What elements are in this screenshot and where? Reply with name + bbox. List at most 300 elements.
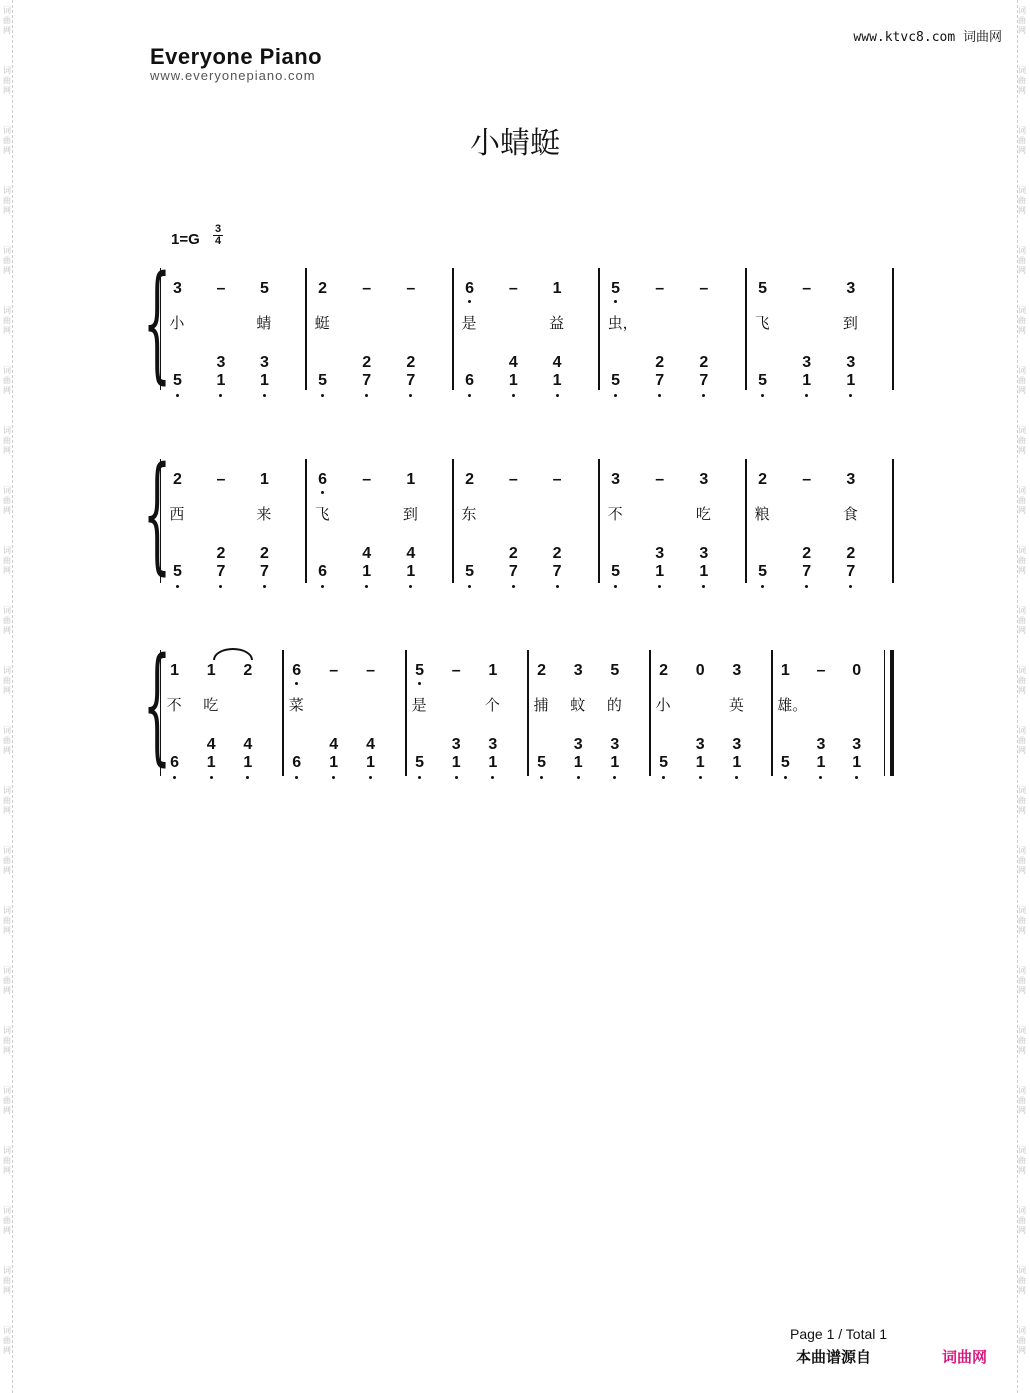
melody-note: –	[802, 471, 812, 488]
bass-note: 1	[552, 372, 562, 389]
octave-dot	[210, 776, 213, 779]
watermark-glyph: 曲	[1018, 1216, 1026, 1225]
watermark-glyph: 网	[1018, 986, 1026, 995]
lyric: 到	[402, 505, 418, 523]
watermark-glyph: 网	[3, 266, 11, 275]
octave-dot	[369, 776, 372, 779]
watermark-glyph: 词	[1018, 606, 1026, 615]
watermark-glyph: 网	[3, 686, 11, 695]
bass-note: 1	[366, 754, 375, 771]
watermark-glyph: 网	[1018, 266, 1026, 275]
bass-note: 2	[216, 545, 226, 562]
melody-note: 1	[488, 662, 498, 679]
watermark-glyph: 曲	[1018, 676, 1026, 685]
bass-note: 2	[846, 545, 856, 562]
watermark-glyph: 网	[3, 86, 11, 95]
barline	[890, 650, 894, 776]
bass-note: 3	[695, 736, 705, 753]
lyric: 蜓	[314, 314, 330, 332]
time-signature-top: 3	[214, 223, 222, 235]
bass-note: 5	[780, 754, 790, 771]
melody-note: –	[655, 280, 665, 297]
watermark-glyph: 曲	[1018, 1096, 1026, 1105]
octave-dot	[556, 585, 559, 588]
octave-dot	[556, 394, 559, 397]
watermark-glyph: 词	[1018, 1266, 1026, 1275]
barline	[771, 650, 773, 776]
watermark-glyph: 曲	[1018, 1156, 1026, 1165]
bass-note: 3	[802, 354, 812, 371]
bass-note: 3	[655, 545, 665, 562]
melody-note: 2	[537, 662, 547, 679]
melody-note: –	[366, 662, 375, 679]
bass-note: 7	[508, 563, 518, 580]
octave-dot	[321, 394, 324, 397]
octave-dot	[735, 776, 738, 779]
melody-note: 5	[610, 662, 620, 679]
barline	[305, 459, 307, 583]
bass-note: 3	[451, 736, 461, 753]
watermark-glyph: 网	[1018, 746, 1026, 755]
octave-dot	[855, 776, 858, 779]
watermark-glyph: 曲	[1018, 376, 1026, 385]
bass-note: 7	[802, 563, 812, 580]
watermark-glyph: 词	[3, 186, 11, 195]
melody-note: 3	[172, 280, 182, 297]
watermark-glyph: 词	[3, 66, 11, 75]
watermark-glyph: 词	[1018, 726, 1026, 735]
bass-note: 1	[329, 754, 339, 771]
lyric: 小	[655, 696, 671, 714]
watermark-glyph: 曲	[1018, 856, 1026, 865]
melody-note: –	[362, 280, 372, 297]
lyric: 个	[484, 696, 500, 714]
time-signature	[213, 224, 223, 247]
melody-note: 2	[659, 662, 669, 679]
watermark-glyph: 网	[3, 1046, 11, 1055]
lyric: 不	[166, 696, 182, 714]
watermark-glyph: 网	[1018, 26, 1026, 35]
bass-note: 3	[573, 736, 583, 753]
octave-dot	[173, 776, 176, 779]
bass-note: 1	[732, 754, 742, 771]
watermark-glyph: 网	[3, 326, 11, 335]
watermark-glyph: 网	[1018, 1166, 1026, 1175]
melody-note: 2	[465, 471, 474, 488]
octave-dot	[219, 585, 222, 588]
watermark-glyph: 词	[3, 306, 11, 315]
bass-note: 5	[659, 754, 669, 771]
watermark-glyph: 曲	[1018, 496, 1026, 505]
bass-note: 6	[170, 754, 180, 771]
melody-note: 0	[695, 662, 705, 679]
watermark-glyph: 网	[1018, 1286, 1026, 1295]
watermark-glyph: 网	[1018, 1346, 1026, 1355]
melody-note: –	[552, 471, 562, 488]
bass-note: 6	[465, 372, 474, 389]
barline	[452, 268, 454, 390]
watermark-glyph: 词	[1018, 846, 1026, 855]
melody-note: 5	[758, 280, 768, 297]
octave-dot	[321, 491, 324, 494]
watermark-glyph: 词	[3, 126, 11, 135]
watermark-glyph: 网	[1018, 506, 1026, 515]
melody-note: 3	[573, 662, 583, 679]
watermark-glyph: 词	[1018, 186, 1026, 195]
lyric: 是	[461, 314, 477, 332]
bass-note: 7	[655, 372, 665, 389]
bass-note: 1	[610, 754, 620, 771]
octave-dot	[263, 394, 266, 397]
watermark-glyph: 网	[1018, 326, 1026, 335]
watermark-glyph: 词	[3, 1086, 11, 1095]
bass-note: 5	[415, 754, 425, 771]
barline	[452, 459, 454, 583]
watermark-glyph: 网	[1018, 1226, 1026, 1235]
bass-note: 4	[206, 736, 216, 753]
watermark-glyph: 曲	[3, 796, 11, 805]
watermark-glyph: 词	[1018, 1146, 1026, 1155]
watermark-glyph: 词	[3, 246, 11, 255]
octave-dot	[263, 585, 266, 588]
watermark-glyph: 词	[1018, 1206, 1026, 1215]
watermark-glyph: 曲	[3, 736, 11, 745]
watermark-glyph: 词	[1018, 246, 1026, 255]
watermark-glyph: 词	[1018, 126, 1026, 135]
bass-note: 3	[610, 736, 620, 753]
watermark-glyph: 网	[3, 626, 11, 635]
barline	[745, 459, 747, 583]
watermark-glyph: 词	[1018, 546, 1026, 555]
watermark-glyph: 网	[3, 506, 11, 515]
octave-dot	[613, 776, 616, 779]
watermark-glyph: 词	[3, 1266, 11, 1275]
watermark-glyph: 曲	[3, 436, 11, 445]
octave-dot	[332, 776, 335, 779]
lyric: 不	[607, 505, 623, 523]
watermark-glyph: 词	[1018, 306, 1026, 315]
watermark-glyph: 曲	[3, 496, 11, 505]
lyric: 食	[842, 505, 858, 523]
lyric: 东	[461, 505, 477, 523]
bass-note: 1	[802, 372, 812, 389]
octave-dot	[365, 585, 368, 588]
watermark-glyph: 网	[1018, 1106, 1026, 1115]
bass-note: 6	[318, 563, 328, 580]
watermark-glyph: 曲	[1018, 736, 1026, 745]
bass-note: 5	[758, 563, 768, 580]
barline	[405, 650, 407, 776]
octave-dot	[468, 585, 471, 588]
melody-note: 1	[206, 662, 216, 679]
bass-note: 1	[451, 754, 461, 771]
watermark-glyph: 曲	[3, 1336, 11, 1345]
watermark-glyph: 曲	[3, 136, 11, 145]
melody-note: 3	[611, 471, 621, 488]
bass-note: 7	[362, 372, 372, 389]
watermark-glyph: 网	[1018, 446, 1026, 455]
octave-dot	[418, 776, 421, 779]
system-start-barline	[160, 650, 161, 776]
lyric: 益	[549, 314, 565, 332]
watermark-glyph: 网	[3, 146, 11, 155]
watermark-glyph: 词	[3, 606, 11, 615]
watermark-glyph: 曲	[1018, 136, 1026, 145]
bass-note: 3	[699, 545, 709, 562]
melody-note: 2	[172, 471, 182, 488]
watermark-glyph: 网	[3, 26, 11, 35]
watermark-glyph: 网	[1018, 866, 1026, 875]
watermark-glyph: 曲	[3, 1096, 11, 1105]
bass-note: 5	[172, 563, 182, 580]
melody-note: –	[216, 280, 226, 297]
octave-dot	[805, 394, 808, 397]
melody-note: 3	[846, 471, 856, 488]
melody-note: –	[216, 471, 226, 488]
octave-dot	[468, 394, 471, 397]
octave-dot	[577, 776, 580, 779]
watermark-glyph: 曲	[1018, 16, 1026, 25]
octave-dot	[365, 394, 368, 397]
system-brace: {	[143, 249, 172, 396]
octave-dot	[512, 394, 515, 397]
octave-dot	[761, 585, 764, 588]
watermark-glyph: 词	[1018, 1086, 1026, 1095]
octave-dot	[702, 394, 705, 397]
watermark-glyph: 网	[1018, 566, 1026, 575]
watermark-glyph: 网	[3, 446, 11, 455]
octave-dot	[699, 776, 702, 779]
melody-note: –	[329, 662, 339, 679]
watermark-glyph: 词	[3, 426, 11, 435]
bass-note: 5	[611, 563, 621, 580]
watermark-glyph: 词	[1018, 486, 1026, 495]
watermark-glyph: 词	[1018, 6, 1026, 15]
melody-note: –	[451, 662, 461, 679]
bass-note: 5	[758, 372, 768, 389]
bass-note: 1	[488, 754, 498, 771]
watermark-glyph: 曲	[3, 76, 11, 85]
bass-note: 1	[852, 754, 862, 771]
watermark-glyph: 曲	[1018, 1036, 1026, 1045]
lyric: 雄。	[777, 696, 808, 714]
lyric: 的	[606, 696, 622, 714]
bass-note: 7	[406, 372, 416, 389]
watermark-glyph: 网	[3, 1166, 11, 1175]
watermark-glyph: 词	[3, 966, 11, 975]
barline	[598, 459, 600, 583]
system-brace: {	[143, 440, 172, 587]
bass-note: 2	[362, 354, 372, 371]
watermark-glyph: 网	[1018, 926, 1026, 935]
melody-note: 5	[415, 662, 425, 679]
watermark-glyph: 词	[3, 846, 11, 855]
watermark-glyph: 词	[1018, 966, 1026, 975]
bass-note: 6	[292, 754, 302, 771]
melody-note: 1	[552, 280, 562, 297]
watermark-glyph: 曲	[1018, 616, 1026, 625]
watermark-glyph: 曲	[3, 556, 11, 565]
lyric: 小	[169, 314, 185, 332]
bass-note: 3	[816, 736, 826, 753]
watermark-glyph: 网	[1018, 626, 1026, 635]
watermark-glyph: 网	[3, 1106, 11, 1115]
melody-note: 6	[465, 280, 474, 297]
melody-note: 6	[292, 662, 302, 679]
bass-note: 2	[508, 545, 518, 562]
melody-note: –	[508, 471, 518, 488]
bass-note: 1	[206, 754, 216, 771]
bass-note: 1	[216, 372, 226, 389]
watermark-glyph: 网	[1018, 686, 1026, 695]
bass-note: 4	[406, 545, 416, 562]
bass-note: 1	[695, 754, 705, 771]
system-start-barline	[160, 268, 161, 390]
octave-dot	[614, 585, 617, 588]
watermark-glyph: 曲	[3, 616, 11, 625]
melody-note: 1	[259, 471, 269, 488]
bass-note: 5	[537, 754, 547, 771]
octave-dot	[176, 585, 179, 588]
bass-note: 4	[366, 736, 375, 753]
lyric: 到	[842, 314, 858, 332]
brand-logo	[150, 44, 322, 83]
lyric: 西	[169, 505, 185, 523]
watermark-glyph: 网	[3, 986, 11, 995]
watermark-glyph: 曲	[3, 856, 11, 865]
lyric: 英	[728, 696, 744, 714]
melody-note: 2	[758, 471, 768, 488]
site-url: www.ktvc8.com 词曲网	[853, 30, 1002, 45]
watermark-glyph: 词	[3, 1206, 11, 1215]
barline	[892, 268, 894, 390]
barline	[649, 650, 651, 776]
bass-note: 4	[362, 545, 372, 562]
bass-note: 3	[732, 736, 742, 753]
bass-note: 3	[259, 354, 269, 371]
bass-note: 5	[611, 372, 621, 389]
melody-note: 1	[406, 471, 416, 488]
melody-note: 5	[611, 280, 621, 297]
bass-note: 7	[259, 563, 269, 580]
bass-note: 3	[846, 354, 856, 371]
octave-dot	[662, 776, 665, 779]
bass-note: 3	[488, 736, 498, 753]
bass-note: 1	[816, 754, 826, 771]
watermark-glyph: 词	[1018, 786, 1026, 795]
watermark-glyph: 曲	[1018, 976, 1026, 985]
melody-note: 3	[699, 471, 709, 488]
bass-note: 7	[699, 372, 709, 389]
bass-note: 5	[172, 372, 182, 389]
watermark-glyph: 网	[1018, 1046, 1026, 1055]
bass-note: 7	[846, 563, 856, 580]
barline	[598, 268, 600, 390]
bass-note: 2	[655, 354, 665, 371]
bass-note: 5	[465, 563, 474, 580]
system-start-barline	[160, 459, 161, 583]
lyric: 虫，	[607, 314, 638, 332]
octave-dot	[295, 776, 298, 779]
octave-dot	[805, 585, 808, 588]
barline	[527, 650, 529, 776]
watermark-glyph: 网	[1018, 206, 1026, 215]
watermark-glyph: 曲	[3, 1036, 11, 1045]
barline	[305, 268, 307, 390]
watermark-glyph: 曲	[1018, 556, 1026, 565]
octave-dot	[540, 776, 543, 779]
bass-note: 3	[216, 354, 226, 371]
watermark-glyph: 网	[1018, 386, 1026, 395]
barline	[892, 459, 894, 583]
octave-dot	[784, 776, 787, 779]
watermark-glyph: 网	[1018, 86, 1026, 95]
bass-note: 3	[852, 736, 862, 753]
watermark-glyph: 词	[3, 366, 11, 375]
bass-note: 4	[508, 354, 518, 371]
watermark-glyph: 曲	[1018, 916, 1026, 925]
watermark-glyph: 词	[3, 6, 11, 15]
watermark-glyph: 网	[1018, 146, 1026, 155]
watermark-glyph: 网	[3, 1286, 11, 1295]
watermark-glyph: 曲	[1018, 1276, 1026, 1285]
watermark-glyph: 网	[3, 1346, 11, 1355]
lyric: 飞	[754, 314, 770, 332]
watermark-glyph: 词	[1018, 666, 1026, 675]
watermark-glyph: 词	[3, 786, 11, 795]
page-number: Page 1 / Total 1	[790, 1326, 888, 1342]
watermark-glyph: 曲	[3, 1216, 11, 1225]
octave-dot	[849, 394, 852, 397]
octave-dot	[468, 300, 471, 303]
octave-dot	[658, 394, 661, 397]
watermark-glyph: 词	[1018, 906, 1026, 915]
melody-note: –	[699, 280, 709, 297]
melody-note: –	[362, 471, 372, 488]
watermark-glyph: 曲	[1018, 196, 1026, 205]
watermark-glyph: 网	[3, 386, 11, 395]
melody-note: –	[802, 280, 812, 297]
octave-dot	[702, 585, 705, 588]
melody-note: 6	[318, 471, 328, 488]
watermark-glyph: 词	[1018, 426, 1026, 435]
watermark-glyph: 词	[3, 546, 11, 555]
lyric: 蜻	[256, 314, 272, 332]
bass-note: 2	[259, 545, 269, 562]
watermark-glyph: 网	[3, 206, 11, 215]
bass-note: 5	[318, 372, 328, 389]
watermark-glyph: 词	[3, 1026, 11, 1035]
time-signature-bottom: 4	[214, 235, 222, 247]
melody-note: 3	[846, 280, 856, 297]
octave-dot	[321, 585, 324, 588]
watermark-glyph: 曲	[3, 16, 11, 25]
octave-dot	[246, 776, 249, 779]
watermark-glyph: 词	[3, 486, 11, 495]
watermark-glyph: 词	[3, 906, 11, 915]
watermark-glyph: 词	[3, 726, 11, 735]
octave-dot	[761, 394, 764, 397]
bass-note: 1	[508, 372, 518, 389]
bass-note: 7	[216, 563, 226, 580]
watermark-glyph: 曲	[3, 1276, 11, 1285]
watermark-glyph: 曲	[3, 316, 11, 325]
octave-dot	[658, 585, 661, 588]
slur	[213, 648, 253, 660]
footer-logo: 词曲网	[942, 1348, 988, 1366]
octave-dot	[409, 394, 412, 397]
watermark-glyph: 曲	[1018, 436, 1026, 445]
